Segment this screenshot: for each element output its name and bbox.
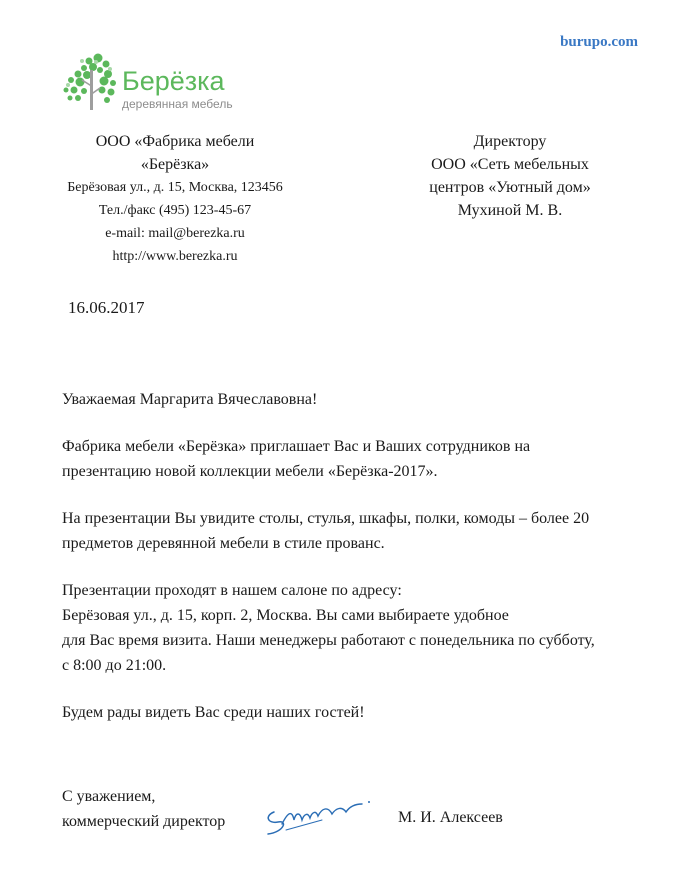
recipient-block xyxy=(385,130,635,222)
brand-name: Берёзка xyxy=(122,66,225,96)
handwritten-signature xyxy=(262,790,377,840)
sender-block xyxy=(40,130,310,268)
sender-email: e-mail: mail@berezka.ru xyxy=(105,226,245,241)
paragraph-2: На презентации Вы увидите столы, стулья, шкафы, полки, комоды – более 20 предметов деревянной мебели в стиле прованс. xyxy=(62,510,590,552)
closing-line1: С уважением, xyxy=(62,788,156,805)
brand-tagline: деревянная мебель xyxy=(122,97,233,111)
sender-phone: Тел./факс (495) 123-45-67 xyxy=(98,203,252,218)
recipient-line2: ООО «Сеть мебельных xyxy=(431,156,589,173)
letter-date: 16.06.2017 xyxy=(68,298,145,317)
paragraph-1: Фабрика мебели «Берёзка» приглашает Вас и Ваших сотрудников на презентацию новой коллекции мебели «Берёзка-2017». xyxy=(62,438,531,480)
site-watermark: burupo.com xyxy=(560,34,638,50)
recipient-line3: центров «Уютный дом» xyxy=(429,179,591,196)
sender-org-line2: «Берёзка» xyxy=(140,156,210,173)
paragraph-3: Презентации проходят в нашем салоне по адресу: Берёзовая ул., д. 15, корп. 2, Москва. Вы сами выбираете удобное для Вас время визита. Наши менеджеры работают с понедельника по субботу, с 8:00 до 21:00. xyxy=(62,582,595,674)
recipient-line1: Директору xyxy=(473,133,547,150)
sender-web: http://www.berezka.ru xyxy=(112,249,238,264)
sender-org-line1: ООО «Фабрика мебели xyxy=(95,133,255,150)
letter-body xyxy=(62,387,662,747)
paragraph-4: Будем рады видеть Вас среди наших гостей! xyxy=(62,704,365,721)
closing-block xyxy=(62,784,225,834)
signer-name: М. И. Алексеев xyxy=(398,809,503,826)
sender-address: Берёзовая ул., д. 15, Москва, 123456 xyxy=(67,180,283,195)
birch-tree-logo xyxy=(60,50,122,112)
recipient-line4: Мухиной М. В. xyxy=(457,202,563,219)
closing-line2: коммерческий директор xyxy=(62,813,226,830)
greeting: Уважаемая Маргарита Вячеславовна! xyxy=(62,391,318,408)
